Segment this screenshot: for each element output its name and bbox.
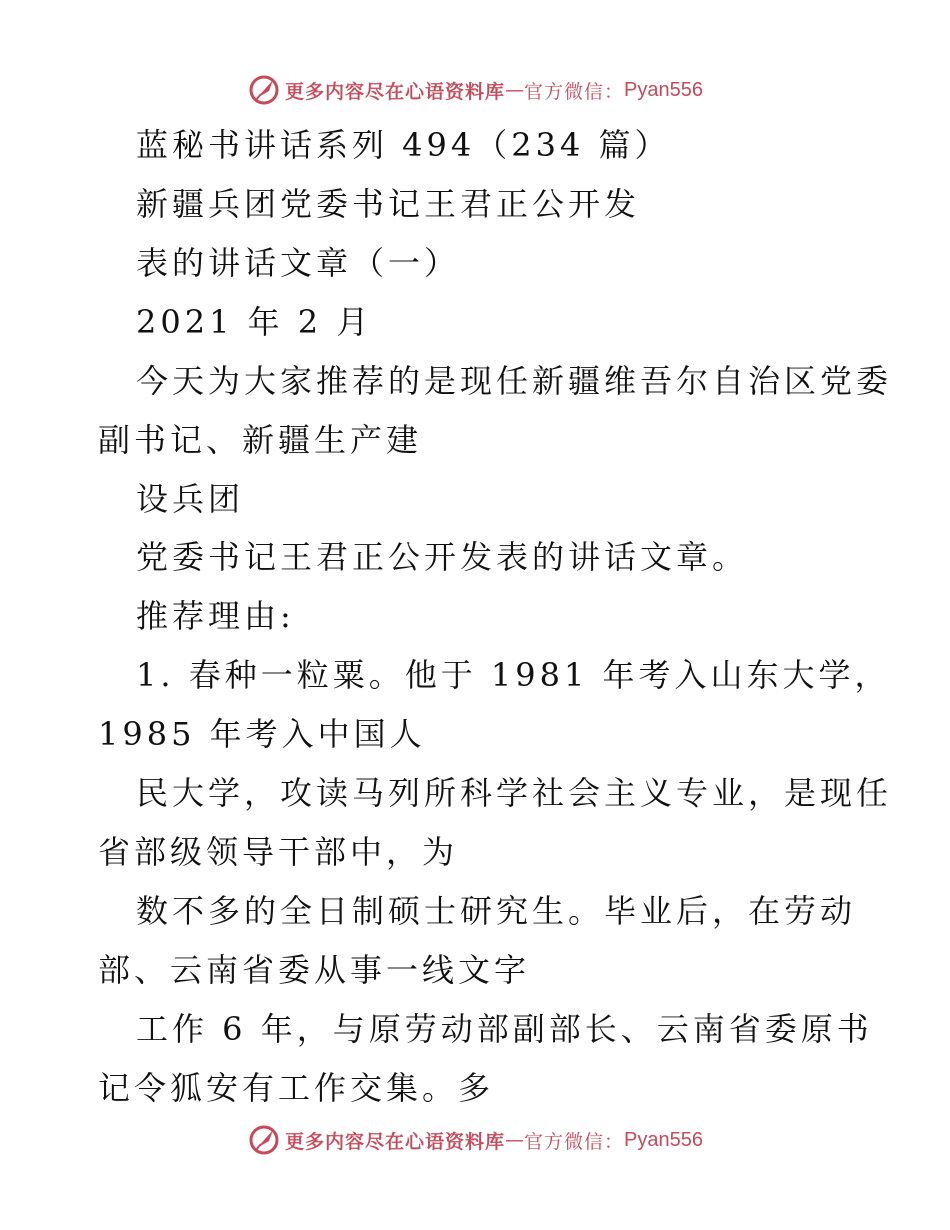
banner-wechat-label: 官方微信： xyxy=(524,1130,625,1153)
paragraph-line: 1. 春种一粒粟。他于 1981 年考入山东大学， xyxy=(136,656,891,694)
quill-logo-icon xyxy=(247,1123,281,1157)
paragraph-line: 省部级领导干部中，为 xyxy=(98,833,459,871)
paragraph-line: 工作 6 年，与原劳动部副部长、云南省委原书 xyxy=(136,1010,873,1048)
paragraph-line: 今天为大家推荐的是现任新疆维吾尔自治区党委 xyxy=(136,362,893,400)
banner-separator: — xyxy=(505,79,525,101)
paragraph-line: 部、云南省委从事一线文字 xyxy=(98,951,531,989)
document-date: 2021 年 2 月 xyxy=(136,303,373,341)
paragraph-line: 党委书记王君正公开发表的讲话文章。 xyxy=(136,538,749,576)
footer-banner xyxy=(0,1120,950,1160)
paragraph-line: 1985 年考入中国人 xyxy=(98,715,426,753)
paragraph-line: 记令狐安有工作交集。多 xyxy=(98,1069,495,1107)
document-title-line-3: 表的讲话文章（一） xyxy=(136,244,461,282)
banner-separator: — xyxy=(505,1129,525,1151)
banner-promo-text: 更多内容尽在心语资料库 xyxy=(285,1130,506,1153)
banner-wechat-label: 官方微信： xyxy=(524,80,625,103)
paragraph-line: 副书记、新疆生产建 xyxy=(98,421,423,459)
banner-wechat-id: Pyan556 xyxy=(624,1128,703,1151)
paragraph-line: 推荐理由: xyxy=(136,597,295,635)
paragraph-line: 数不多的全日制硕士研究生。毕业后，在劳动 xyxy=(136,892,857,930)
document-title-line-2: 新疆兵团党委书记王君正公开发 xyxy=(136,185,641,223)
document-title-line-1: 蓝秘书讲话系列 494（234 篇） xyxy=(136,126,671,164)
paragraph-line: 民大学，攻读马列所科学社会主义专业，是现任 xyxy=(136,774,893,812)
banner-wechat-id: Pyan556 xyxy=(624,78,703,101)
banner-promo-text: 更多内容尽在心语资料库 xyxy=(285,80,506,103)
paragraph-line: 设兵团 xyxy=(136,480,245,518)
